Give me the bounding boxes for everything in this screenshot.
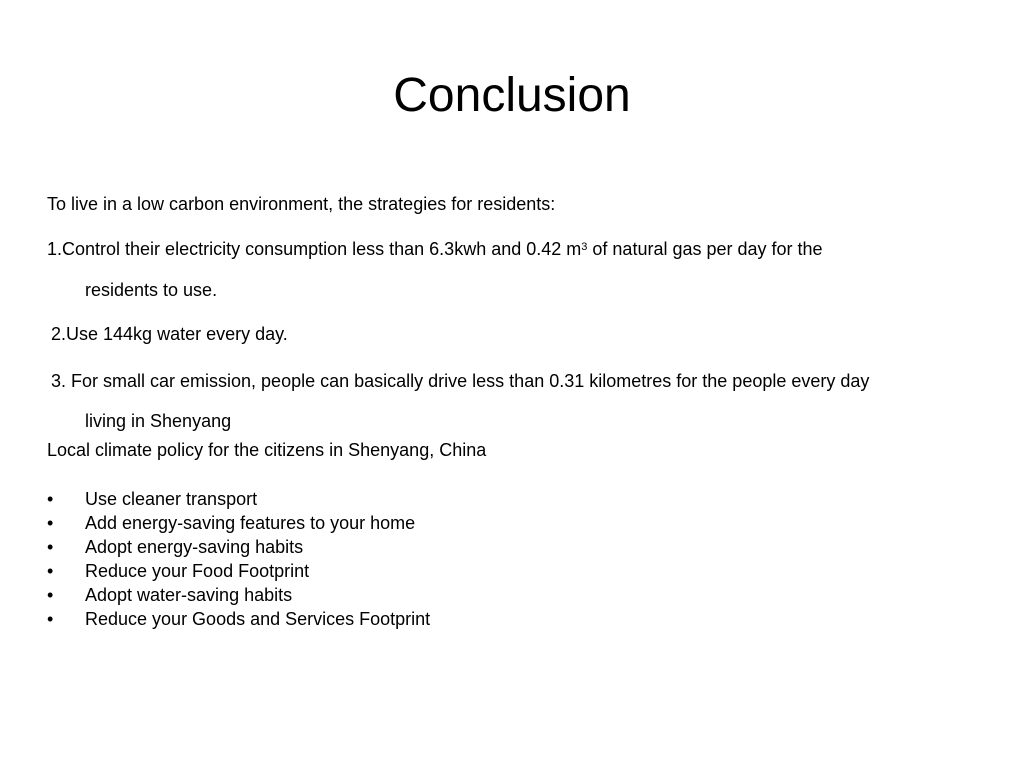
list-item-text: Add energy-saving features to your home xyxy=(85,513,416,533)
strategy-2: 2.Use 144kg water every day. xyxy=(51,324,288,344)
list-item xyxy=(47,511,430,535)
superscript-3: 3 xyxy=(581,241,588,253)
strategy-3-line-2: living in Shenyang xyxy=(85,411,232,431)
list-item xyxy=(47,607,430,631)
list-item-text: Adopt energy-saving habits xyxy=(85,537,304,557)
list-item-text: Reduce your Food Footprint xyxy=(85,561,310,581)
strategy-1-line-2: residents to use. xyxy=(85,280,218,300)
list-item-text: Adopt water-saving habits xyxy=(85,585,293,605)
strategy-1-text-a: 1.Control their electricity consumption less than 6.3kwh and 0.42 m xyxy=(47,239,582,259)
list-item xyxy=(47,559,430,583)
strategy-1-text-b: of natural gas per day for the xyxy=(587,239,823,259)
list-item xyxy=(47,583,430,607)
strategy-3-line-1: 3. For small car emission, people can basically drive less than 0.31 kilometres for the people every day xyxy=(51,371,870,391)
list-item-text: Use cleaner transport xyxy=(85,489,258,509)
policy-bullet-list xyxy=(47,487,430,631)
intro-text: To live in a low carbon environment, the strategies for residents: xyxy=(47,194,556,214)
list-item xyxy=(47,535,430,559)
strategy-1-line-1 xyxy=(47,238,823,260)
list-item-text: Reduce your Goods and Services Footprint xyxy=(85,609,431,629)
bullet-icon: • xyxy=(47,537,54,557)
slide-title: Conclusion xyxy=(393,69,631,122)
bullet-icon: • xyxy=(47,489,54,509)
list-item xyxy=(47,487,430,511)
bullet-icon: • xyxy=(47,561,54,581)
policy-heading: Local climate policy for the citizens in Shenyang, China xyxy=(47,440,487,460)
bullet-icon: • xyxy=(47,513,54,533)
bullet-icon: • xyxy=(47,585,54,605)
bullet-icon: • xyxy=(47,609,54,629)
